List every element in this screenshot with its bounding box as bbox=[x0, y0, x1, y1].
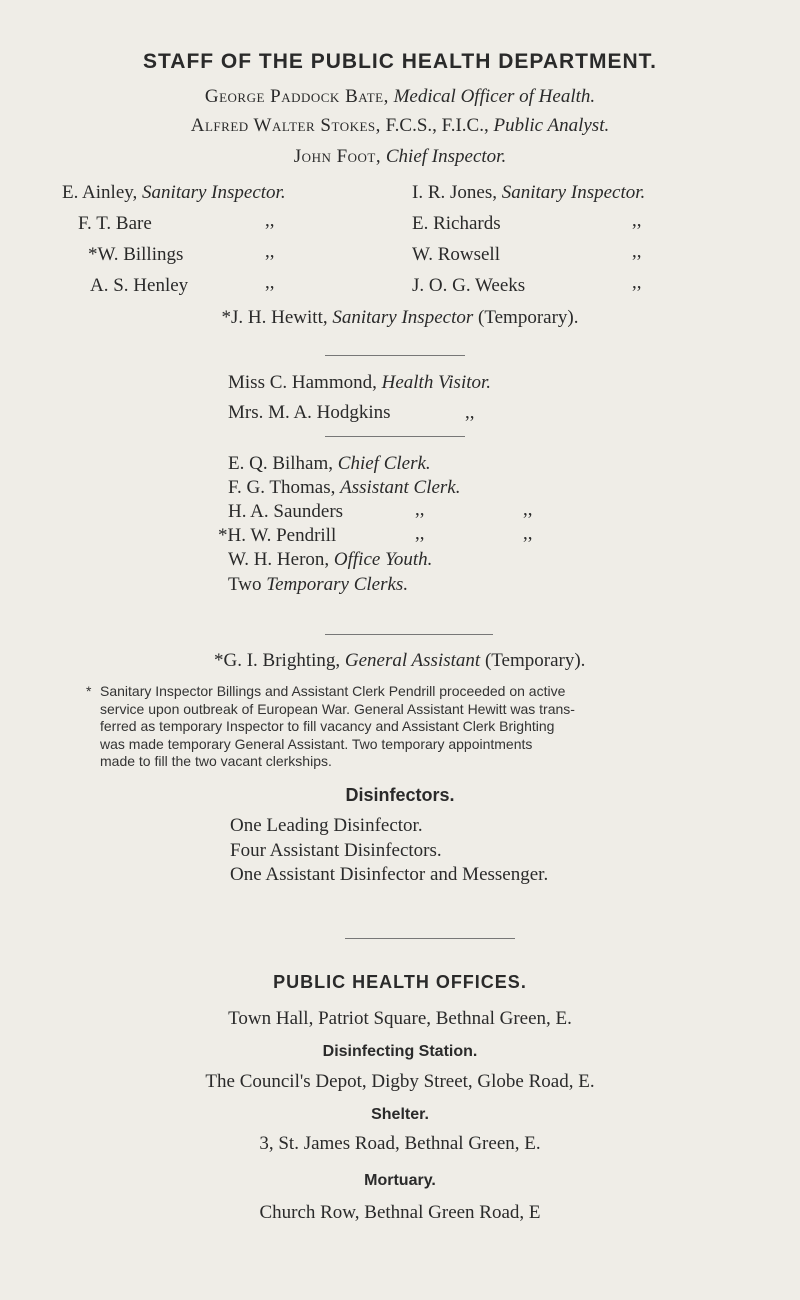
disinfector-item: One Assistant Disinfector and Messenger. bbox=[230, 864, 549, 885]
inspector-name: E. Ainley, bbox=[62, 182, 138, 203]
moh-name: George Paddock Bate, bbox=[204, 86, 389, 107]
divider bbox=[325, 355, 465, 356]
inspector-right-0 bbox=[412, 182, 645, 204]
moh-line bbox=[0, 86, 800, 108]
shelter-heading: Shelter. bbox=[371, 1106, 429, 1123]
general-assistant-suffix: (Temporary). bbox=[484, 650, 586, 671]
visitor-role: Health Visitor. bbox=[381, 372, 492, 393]
inspector-role: Sanitary Inspector. bbox=[501, 182, 646, 203]
analyst-name: Alfred Walter Stokes, bbox=[190, 115, 381, 136]
divider bbox=[345, 938, 515, 939]
ditto-mark: ,, bbox=[465, 402, 475, 423]
temp-inspector-line bbox=[0, 307, 800, 329]
staff-heading: STAFF OF THE PUBLIC HEALTH DEPARTMENT. bbox=[143, 50, 657, 73]
clerk-name: F. G. Thomas, bbox=[228, 477, 336, 498]
chief-name: John Foot, bbox=[293, 146, 382, 167]
clerk-5 bbox=[228, 574, 408, 596]
clerk-role: Chief Clerk. bbox=[337, 453, 431, 474]
ditto-mark: ,, bbox=[632, 272, 642, 293]
clerk-role: Assistant Clerk. bbox=[340, 477, 461, 498]
footnote-marker: * bbox=[86, 683, 92, 699]
general-assistant-role: General Assistant bbox=[344, 650, 481, 671]
disinfecting-station-heading: Disinfecting Station. bbox=[322, 1043, 478, 1060]
footnote-line: service upon outbreak of European War. General Assistant Hewitt was trans- bbox=[100, 700, 575, 717]
temp-inspector-suffix: (Temporary). bbox=[478, 307, 579, 328]
temp-inspector-role: Sanitary Inspector bbox=[332, 307, 474, 328]
mortuary-address: Church Row, Bethnal Green Road, E bbox=[259, 1202, 541, 1223]
analyst-quals: F.C.S., F.I.C., bbox=[385, 115, 489, 136]
ditto-mark: ,, bbox=[265, 241, 275, 262]
chief-inspector-line bbox=[0, 146, 800, 168]
footnote-line: made to fill the two vacant clerkships. bbox=[100, 753, 332, 769]
inspector-left-2: *W. Billings bbox=[88, 244, 184, 265]
clerk-3: *H. W. Pendrill bbox=[218, 525, 337, 546]
inspector-left-1: F. T. Bare bbox=[78, 213, 152, 234]
clerk-4 bbox=[228, 549, 432, 571]
ditto-mark: ,, bbox=[523, 499, 533, 520]
footnote bbox=[86, 683, 690, 771]
ditto-mark: ,, bbox=[632, 241, 642, 262]
disinfector-item: Four Assistant Disinfectors. bbox=[230, 840, 442, 861]
moh-role: Medical Officer of Health. bbox=[393, 86, 596, 107]
analyst-line bbox=[0, 115, 800, 137]
inspector-left-0 bbox=[62, 182, 286, 204]
general-assistant-name: *G. I. Brighting, bbox=[214, 650, 341, 671]
clerk-0 bbox=[228, 453, 431, 475]
visitor-0 bbox=[228, 372, 491, 394]
inspector-left-3: A. S. Henley bbox=[90, 275, 189, 296]
inspector-role: Sanitary Inspector. bbox=[142, 182, 286, 203]
shelter-address: 3, St. James Road, Bethnal Green, E. bbox=[259, 1133, 541, 1154]
ditto-mark: ,, bbox=[523, 523, 533, 544]
inspector-name: I. R. Jones, bbox=[412, 182, 497, 203]
visitor-name: Miss C. Hammond, bbox=[228, 372, 377, 393]
ditto-mark: ,, bbox=[265, 210, 275, 231]
divider bbox=[325, 436, 465, 437]
general-assistant-line bbox=[214, 650, 585, 672]
ditto-mark: ,, bbox=[415, 499, 425, 520]
inspector-right-1: E. Richards bbox=[412, 213, 501, 234]
footnote-line: was made temporary General Assistant. Two temporary appointments bbox=[100, 735, 533, 752]
mortuary-heading: Mortuary. bbox=[364, 1172, 436, 1189]
clerk-1 bbox=[228, 477, 460, 499]
clerk-role: Temporary Clerks. bbox=[266, 574, 409, 595]
footnote-line: ferred as temporary Inspector to fill vacancy and Assistant Clerk Brighting bbox=[100, 718, 555, 734]
ditto-mark: ,, bbox=[265, 272, 275, 293]
clerk-role: Office Youth. bbox=[333, 549, 433, 570]
clerk-name: W. H. Heron, bbox=[228, 549, 330, 570]
analyst-role: Public Analyst. bbox=[493, 115, 610, 136]
footnote-line: Sanitary Inspector Billings and Assistant Clerk Pendrill proceeded on active bbox=[100, 683, 566, 699]
disinfector-item: One Leading Disinfector. bbox=[230, 815, 423, 836]
chief-role: Chief Inspector. bbox=[385, 146, 507, 167]
town-hall-address: Town Hall, Patriot Square, Bethnal Green, E. bbox=[228, 1008, 572, 1029]
ditto-mark: ,, bbox=[632, 210, 642, 231]
divider bbox=[325, 634, 493, 635]
offices-heading: PUBLIC HEALTH OFFICES. bbox=[273, 972, 527, 992]
visitor-1: Mrs. M. A. Hodgkins bbox=[228, 402, 391, 423]
clerk-name: E. Q. Bilham, bbox=[228, 453, 334, 474]
clerk-2: H. A. Saunders bbox=[228, 501, 344, 522]
inspector-right-2: W. Rowsell bbox=[412, 244, 500, 265]
clerk-name: Two bbox=[228, 574, 262, 595]
inspector-right-3: J. O. G. Weeks bbox=[412, 275, 526, 296]
disinfectors-heading: Disinfectors. bbox=[345, 785, 455, 805]
ditto-mark: ,, bbox=[415, 523, 425, 544]
temp-inspector-name: *J. H. Hewitt, bbox=[221, 307, 328, 328]
disinfecting-station-address: The Council's Depot, Digby Street, Globe Road, E. bbox=[205, 1071, 595, 1092]
